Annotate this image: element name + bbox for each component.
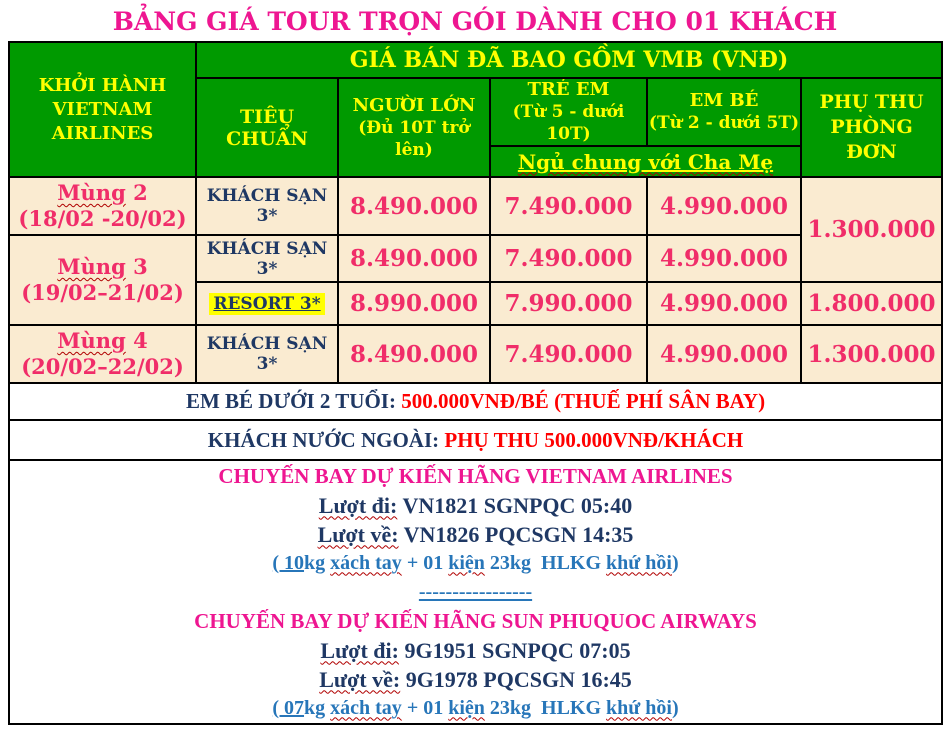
table-row-mung4 [9,325,942,383]
spa-baggage: ( 07kg xách tay + 01 kiện 23kg HLKG khứ hồi) [272,696,679,719]
infant-price: 4.990.000 [647,325,801,383]
col-header-surcharge [801,78,942,177]
resort-highlight: RESORT 3* [209,293,324,315]
separator-dashes: ----------------- [418,580,533,603]
note-row-infant [9,383,942,420]
vna-baggage: ( 10kg xách tay + 01 kiện 23kg HLKG khứ hồi) [272,551,679,574]
table-row-mung2 [9,177,942,235]
adult-price: 8.490.000 [338,325,490,383]
period-cell-mung3 [9,235,196,325]
spa-outbound: Lượt đi: 9G1951 SGNPQC 07:05 [320,637,631,663]
period-cell-mung4 [9,325,196,383]
child-price: 7.490.000 [490,235,647,282]
infant-price: 4.990.000 [647,235,801,282]
adult-line1: NGƯỜI LỚN [352,94,476,116]
infant-note-value: 500.000VNĐ/BÉ (THUẾ PHÍ SÂN BAY) [401,389,766,413]
period-dates: (18/02 -20/02) [18,206,187,231]
shared-bed-text: Ngủ chung với Cha Mẹ [517,149,774,174]
period-cell-mung2 [9,177,196,235]
col-header-standard: TIÊU CHUẨN [196,78,338,177]
page-title: BẢNG GIÁ TOUR TRỌN GÓI DÀNH CHO 01 KHÁCH [112,7,838,36]
price-table [8,41,943,725]
vna-outbound: Lượt đi: VN1821 SGNPQC 05:40 [318,492,633,518]
infant-price: 4.990.000 [647,282,801,325]
infant-note [9,383,942,420]
infant-price: 4.990.000 [647,177,801,235]
period-name: Mùng 2 [57,180,148,205]
child-line2: (Từ 5 - dưới 10T) [512,102,625,144]
note-row-foreigner [9,420,942,460]
col-header-depart [9,42,196,177]
standard-cell-resort [196,282,338,325]
adult-price: 8.990.000 [338,282,490,325]
foreigner-note [9,420,942,460]
spa-heading: CHUYẾN BAY DỰ KIẾN HÃNG SUN PHUQUOC AIRWAYS [194,608,757,633]
col-header-infant [647,78,801,146]
shared-bed-note [490,146,801,177]
standard-cell: KHÁCH SẠN 3* [196,325,338,383]
surcharge-price: 1.800.000 [801,282,942,325]
surcharge-price-rows12: 1.300.000 [801,177,942,282]
standard-cell: KHÁCH SẠN 3* [196,235,338,282]
tour-price-sheet [0,7,950,725]
foreigner-note-label: KHÁCH NƯỚC NGOÀI: [207,427,445,452]
period-name: Mùng 4 [57,328,148,353]
vna-heading: CHUYẾN BAY DỰ KIẾN HÃNG VIETNAM AIRLINES [218,463,733,488]
adult-line2: (Đủ 10T trở lên) [358,117,470,160]
infant-note-label: EM BÉ DƯỚI 2 TUỔI: [185,389,402,413]
col-header-adult [338,78,490,177]
col-header-child [490,78,647,146]
depart-line2: VIETNAM AIRLINES [51,98,154,144]
child-price: 7.490.000 [490,177,647,235]
surcharge-price: 1.300.000 [801,325,942,383]
spa-return: Lượt về: 9G1978 PQCSGN 16:45 [319,666,632,692]
surcharge-line1: PHỤ THU [819,91,924,113]
infant-line1: EM BÉ [689,90,759,111]
header-row-banner [9,42,942,78]
flights-row [9,460,942,724]
infant-line2: (Từ 2 - dưới 5T) [648,113,800,133]
period-dates: (20/02–22/02) [21,354,184,379]
period-name: Mùng 3 [57,254,148,279]
vna-return: Lượt về: VN1826 PQCSGN 14:35 [317,521,634,547]
child-price: 7.490.000 [490,325,647,383]
price-banner: GIÁ BÁN ĐÃ BAO GỒM VMB (VNĐ) [196,42,942,78]
flights-block [9,460,942,724]
standard-cell: KHÁCH SẠN 3* [196,177,338,235]
depart-line1: KHỞI HÀNH [38,74,167,96]
child-line1: TRẺ EM [527,79,610,100]
foreigner-note-value: PHỤ THU 500.000VNĐ/KHÁCH [444,427,744,452]
surcharge-line2: PHÒNG ĐƠN [830,116,913,163]
adult-price: 8.490.000 [338,235,490,282]
adult-price: 8.490.000 [338,177,490,235]
period-dates: (19/02–21/02) [21,280,184,305]
child-price: 7.990.000 [490,282,647,325]
